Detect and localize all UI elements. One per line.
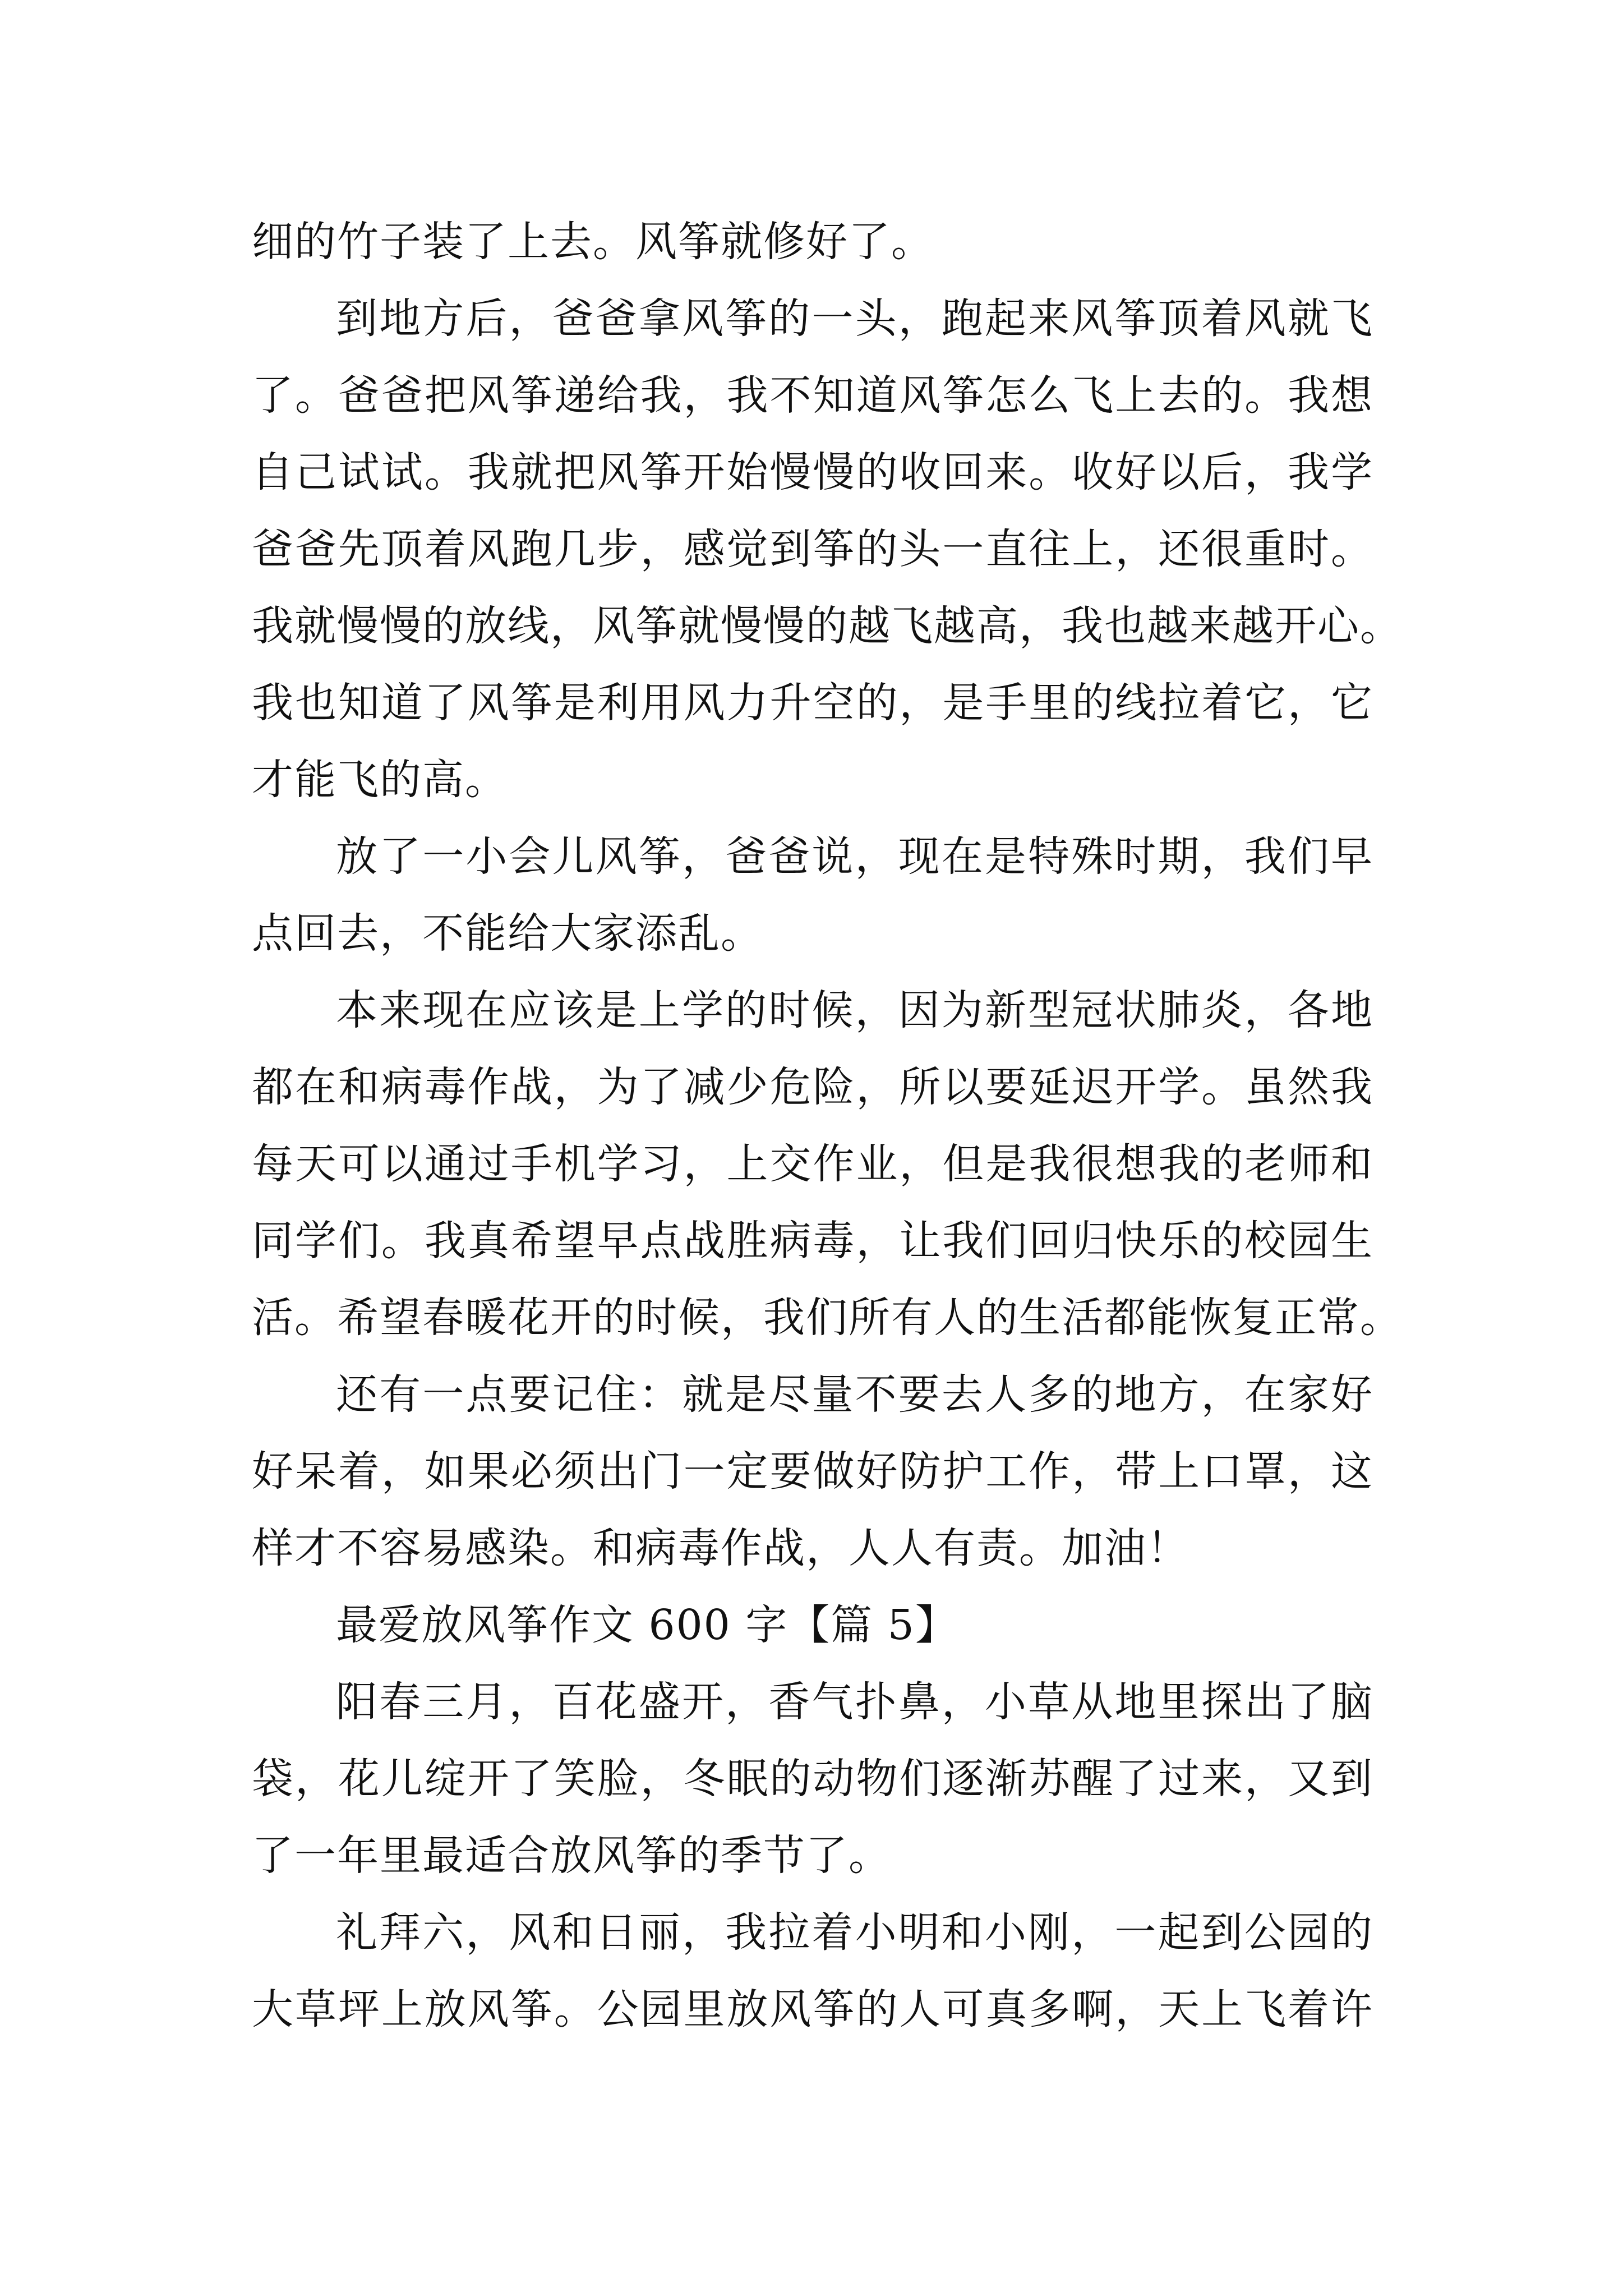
text-line: 礼拜六，风和日丽，我拉着小明和小刚，一起到公园的 xyxy=(336,1908,1373,1957)
text-line: 同学们。我真希望早点战胜病毒，让我们回归快乐的校园生 xyxy=(252,1217,1373,1265)
text-line: 样才不容易感染。和病毒作战，人人有责。加油！ xyxy=(252,1524,1189,1572)
text-line: 我就慢慢的放线，风筝就慢慢的越飞越高，我也越来越开心。 xyxy=(252,602,1403,650)
text-line: 到地方后，爸爸拿风筝的一头，跑起来风筝顶着风就飞 xyxy=(336,295,1373,343)
text-line: 都在和病毒作战，为了减少危险，所以要延迟开学。虽然我 xyxy=(252,1063,1373,1111)
text-line: 爸爸先顶着风跑几步，感觉到筝的头一直往上，还很重时。 xyxy=(252,525,1373,573)
section-heading: 最爱放风筝作文 600 字【篇 5】 xyxy=(336,1601,958,1649)
text-line: 活。希望春暖花开的时候，我们所有人的生活都能恢复正常。 xyxy=(252,1294,1403,1342)
text-line: 大草坪上放风筝。公园里放风筝的人可真多啊，天上飞着许 xyxy=(252,1985,1373,2033)
text-line: 才能飞的高。 xyxy=(252,756,508,804)
text-line: 每天可以通过手机学习，上交作业，但是我很想我的老师和 xyxy=(252,1140,1373,1188)
text-line: 本来现在应该是上学的时候，因为新型冠状肺炎，各地 xyxy=(336,986,1373,1034)
text-line: 好呆着，如果必须出门一定要做好防护工作，带上口罩，这 xyxy=(252,1447,1373,1496)
text-line: 我也知道了风筝是利用风力升空的，是手里的线拉着它，它 xyxy=(252,679,1373,727)
text-line: 了。爸爸把风筝递给我，我不知道风筝怎么飞上去的。我想 xyxy=(252,371,1373,420)
article-body xyxy=(252,204,1403,2048)
text-line: 袋，花儿绽开了笑脸，冬眠的动物们逐渐苏醒了过来，又到 xyxy=(252,1755,1373,1803)
text-line: 了一年里最适合放风筝的季节了。 xyxy=(252,1832,891,1880)
text-line: 自己试试。我就把风筝开始慢慢的收回来。收好以后，我学 xyxy=(252,448,1373,496)
text-line: 细的竹子装了上去。风筝就修好了。 xyxy=(252,218,934,266)
text-line: 点回去，不能给大家添乱。 xyxy=(252,909,763,958)
text-line: 还有一点要记住：就是尽量不要去人多的地方，在家好 xyxy=(336,1370,1373,1419)
text-line: 阳春三月，百花盛开，香气扑鼻，小草从地里探出了脑 xyxy=(336,1678,1373,1726)
text-line: 放了一小会儿风筝，爸爸说，现在是特殊时期，我们早 xyxy=(336,832,1373,881)
